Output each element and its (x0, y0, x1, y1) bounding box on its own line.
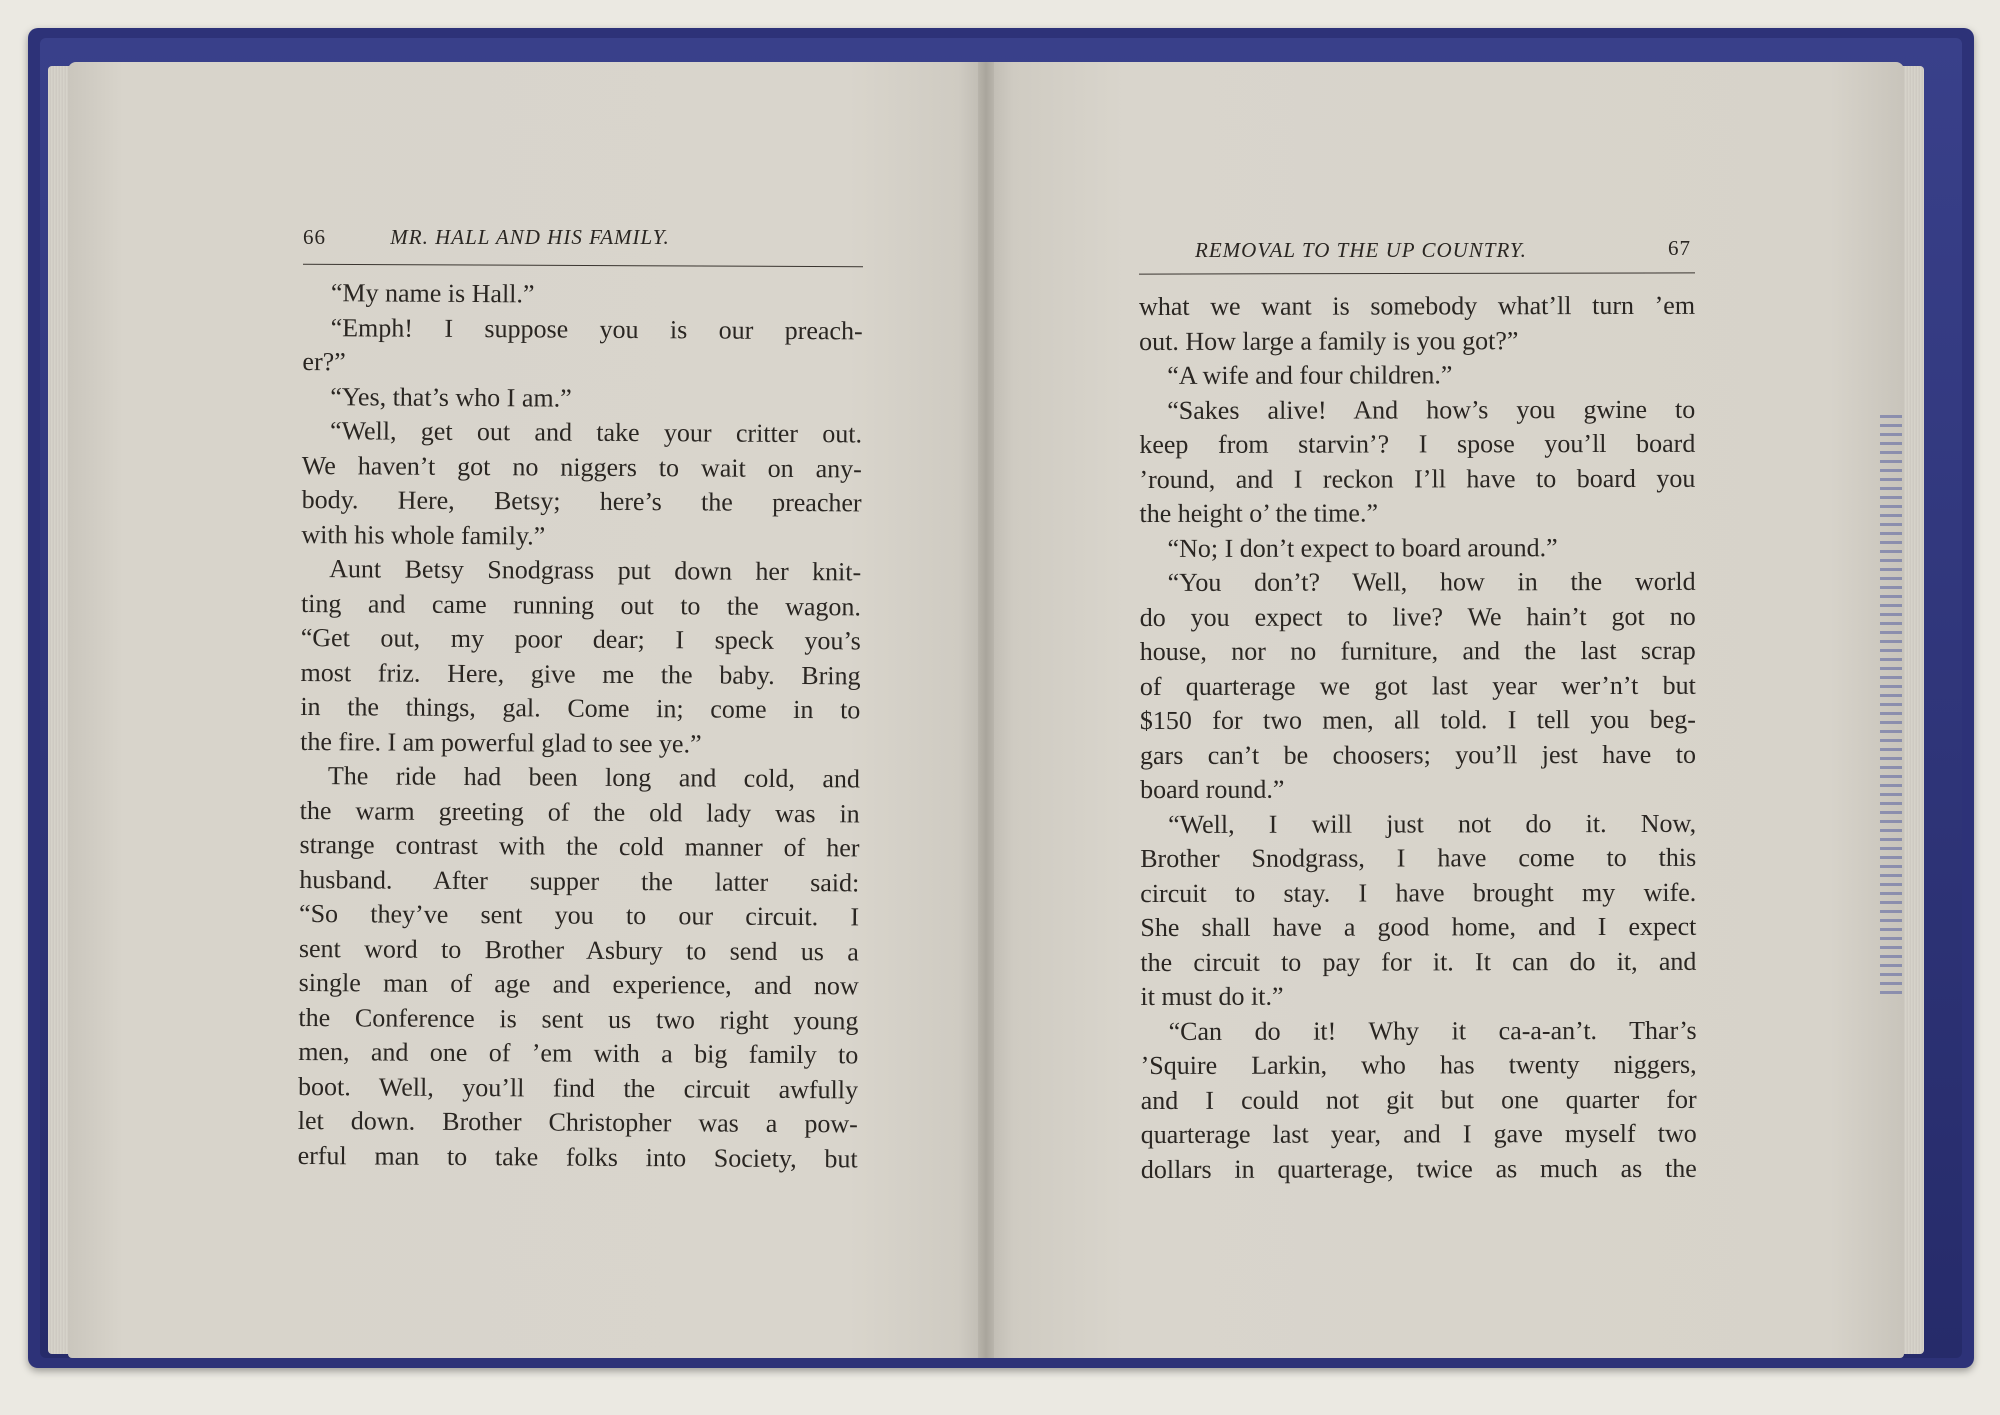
text-line: most friz. Here, give me the baby. Bring (300, 657, 861, 690)
left-page-edges (48, 66, 70, 1354)
text-line: quarterage last year, and I gave myself two (1140, 1118, 1697, 1149)
text-line: sent word to Brother Asbury to send us a (298, 933, 859, 966)
text-line: erful man to take folks into Society, but (297, 1140, 858, 1173)
right-page-title: REMOVAL TO THE UP COUNTRY. (1195, 238, 1527, 262)
text-line: the Conference is sent us two right young (298, 1002, 859, 1035)
text-line: what we want is somebody what’ll turn ’em (1139, 290, 1696, 321)
text-line: ’Squire Larkin, who has twenty niggers, (1140, 1049, 1697, 1080)
right-running-head (1195, 238, 1527, 263)
text-line: husband. After supper the latter said: (299, 864, 860, 897)
text-line: er?” (302, 346, 346, 377)
text-line: “Get out, my poor dear; I speck you’s (300, 622, 861, 656)
text-line: The ride had been long and cold, and (327, 761, 861, 794)
text-line: men, and one of ’em with a big family to (298, 1036, 859, 1070)
text-line: “Well, get out and take your critter out. (329, 416, 863, 449)
right-page-number-wrap (1668, 236, 1691, 261)
text-line: Brother Snodgrass, I have come to this (1140, 842, 1697, 873)
text-line: let down. Brother Christopher was a pow- (297, 1105, 858, 1139)
text-line: “Can do it! Why it ca-a-an’t. Thar’s (1168, 1015, 1697, 1046)
text-line: the warm greeting of the old lady was in (299, 795, 860, 828)
text-line: with his whole family.” (301, 519, 546, 550)
left-page-title: MR. HALL AND HIS FAMILY. (390, 225, 670, 249)
text-line: “No; I don’t expect to board around.” (1167, 532, 1558, 563)
text-line: “Emph! I suppose you is our preach- (330, 312, 863, 345)
text-line: ting and came running out to the wagon. (300, 588, 862, 621)
text-line: We haven’t got no niggers to wait on any- (301, 450, 862, 483)
text-line: of quarterage we got last year wer’n’t but (1139, 670, 1696, 701)
text-line: “You don’t? Well, how in the world (1167, 566, 1696, 597)
text-line: it must do it.” (1140, 981, 1284, 1011)
left-page-number: 66 (303, 225, 326, 249)
text-line: board round.” (1140, 774, 1285, 804)
right-page-number: 67 (1668, 236, 1691, 260)
text-line: dollars in quarterage, twice as much as the (1140, 1153, 1697, 1184)
text-line: “My name is Hall.” (330, 278, 535, 309)
text-line: “Yes, that’s who I am.” (330, 381, 572, 413)
text-line: She shall have a good home, and I expect (1140, 911, 1697, 942)
text-line: out. How large a family is you got?” (1139, 325, 1519, 356)
right-page-edges (1902, 66, 1924, 1354)
text-line: house, nor no furniture, and the last scrap (1139, 635, 1696, 666)
text-line: Aunt Betsy Snodgrass put down her knit- (329, 554, 862, 587)
text-line: body. Here, Betsy; here’s the preacher (301, 484, 862, 518)
spine-stamp (1880, 415, 1902, 1000)
text-line: “So they’ve sent you to our circuit. I (299, 898, 860, 932)
text-line: circuit to stay. I have brought my wife. (1140, 877, 1697, 908)
text-line: in the things, gal. Come in; come in to (300, 691, 861, 725)
left-page-body (298, 276, 863, 1176)
text-line: “Well, I will just not do it. Now, (1168, 808, 1697, 839)
book-gutter (978, 62, 994, 1358)
text-line: keep from starvin’? I spose you’ll board (1139, 428, 1696, 459)
text-line: “A wife and four children.” (1167, 360, 1453, 390)
text-line: $150 for two men, all told. I tell you beg- (1139, 704, 1696, 735)
text-line: do you expect to live? We hain’t got no (1139, 601, 1696, 632)
text-line: “Sakes alive! And how’s you gwine to (1167, 394, 1696, 425)
text-line: and I could not git but one quarter for (1140, 1084, 1697, 1115)
left-running-head (303, 225, 670, 250)
text-line: strange contrast with the cold manner of her (299, 829, 860, 863)
text-line: the fire. I am powerful glad to see ye.” (300, 726, 702, 758)
text-line: boot. Well, you’ll find the circuit awfully (297, 1071, 859, 1104)
text-line: gars can’t be choosers; you’ll jest have to (1139, 739, 1697, 770)
right-page-body (1139, 289, 1697, 1187)
text-line: the height o’ the time.” (1139, 498, 1378, 528)
text-line: the circuit to pay for it. It can do it, and (1140, 946, 1697, 977)
text-line: single man of age and experience, and now (298, 967, 859, 1001)
text-line: ’round, and I reckon I’ll have to board you (1139, 463, 1696, 494)
